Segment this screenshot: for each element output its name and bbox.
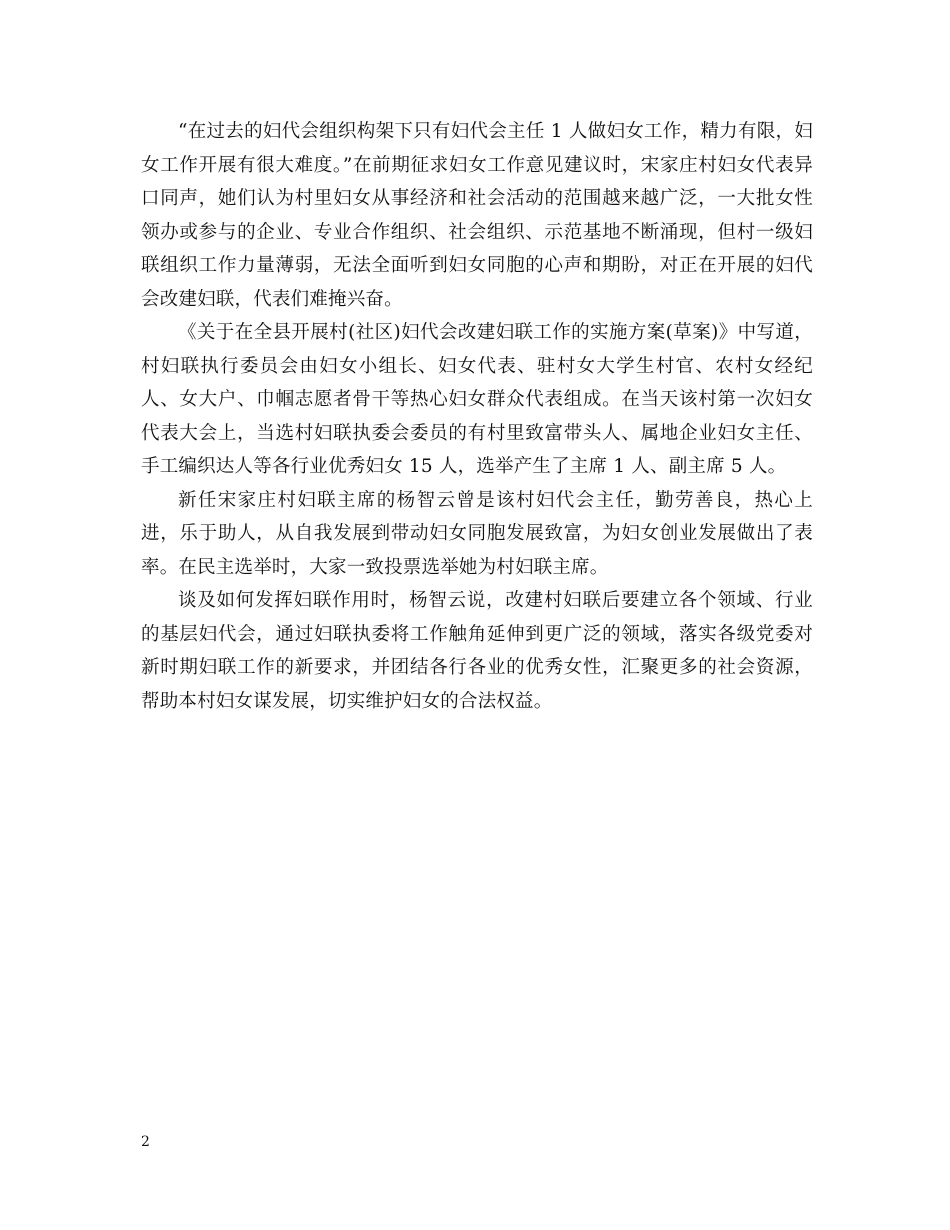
- paragraph: 谈及如何发挥妇联作用时，杨智云说，改建村妇联后要建立各个领域、行业的基层妇代会，通过妇联执委将工作触角延伸到更广泛的领域，落实各级党委对新时期妇联工作的新要求，并团结各行各业的优秀女性，汇聚更多的社会资源，帮助本村妇女谋发展，切实维护妇女的合法权益。: [141, 590, 813, 712]
- page-number: 2: [141, 1134, 150, 1150]
- paragraph: 《关于在全县开展村(社区)妇代会改建妇联工作的实施方案(草案)》中写道，村妇联执行委员会由妇女小组长、妇女代表、驻村女大学生村官、农村女经纪人、女大户、巾帼志愿者骨干等热心妇女群众代表组成。在当天该村第一次妇女代表大会上，当选村妇联执委会委员的有村里致富带头人、属地企业妇女主任、手工编织达人等各行业优秀妇女 15 人，选举产生了主席 1 人、副主席 5 人。: [141, 322, 813, 477]
- paragraph: “在过去的妇代会组织构架下只有妇代会主任 1 人做妇女工作，精力有限，妇女工作开展有很大难度。”在前期征求妇女工作意见建议时，宋家庄村妇女代表异口同声，她们认为村里妇女从事经济和社会活动的范围越来越广泛，一大批女性领办或参与的企业、专业合作组织、社会组织、示范基地不断涌现，但村一级妇联组织工作力量薄弱，无法全面听到妇女同胞的心声和期盼，对正在开展的妇代会改建妇联，代表们难掩兴奋。: [141, 121, 813, 310]
- paragraph: 新任宋家庄村妇联主席的杨智云曾是该村妇代会主任，勤劳善良，热心上进，乐于助人，从自我发展到带动妇女同胞发展致富，为妇女创业发展做出了表率。在民主选举时，大家一致投票选举她为村妇联主席。: [141, 489, 813, 578]
- document-body: [141, 115, 813, 718]
